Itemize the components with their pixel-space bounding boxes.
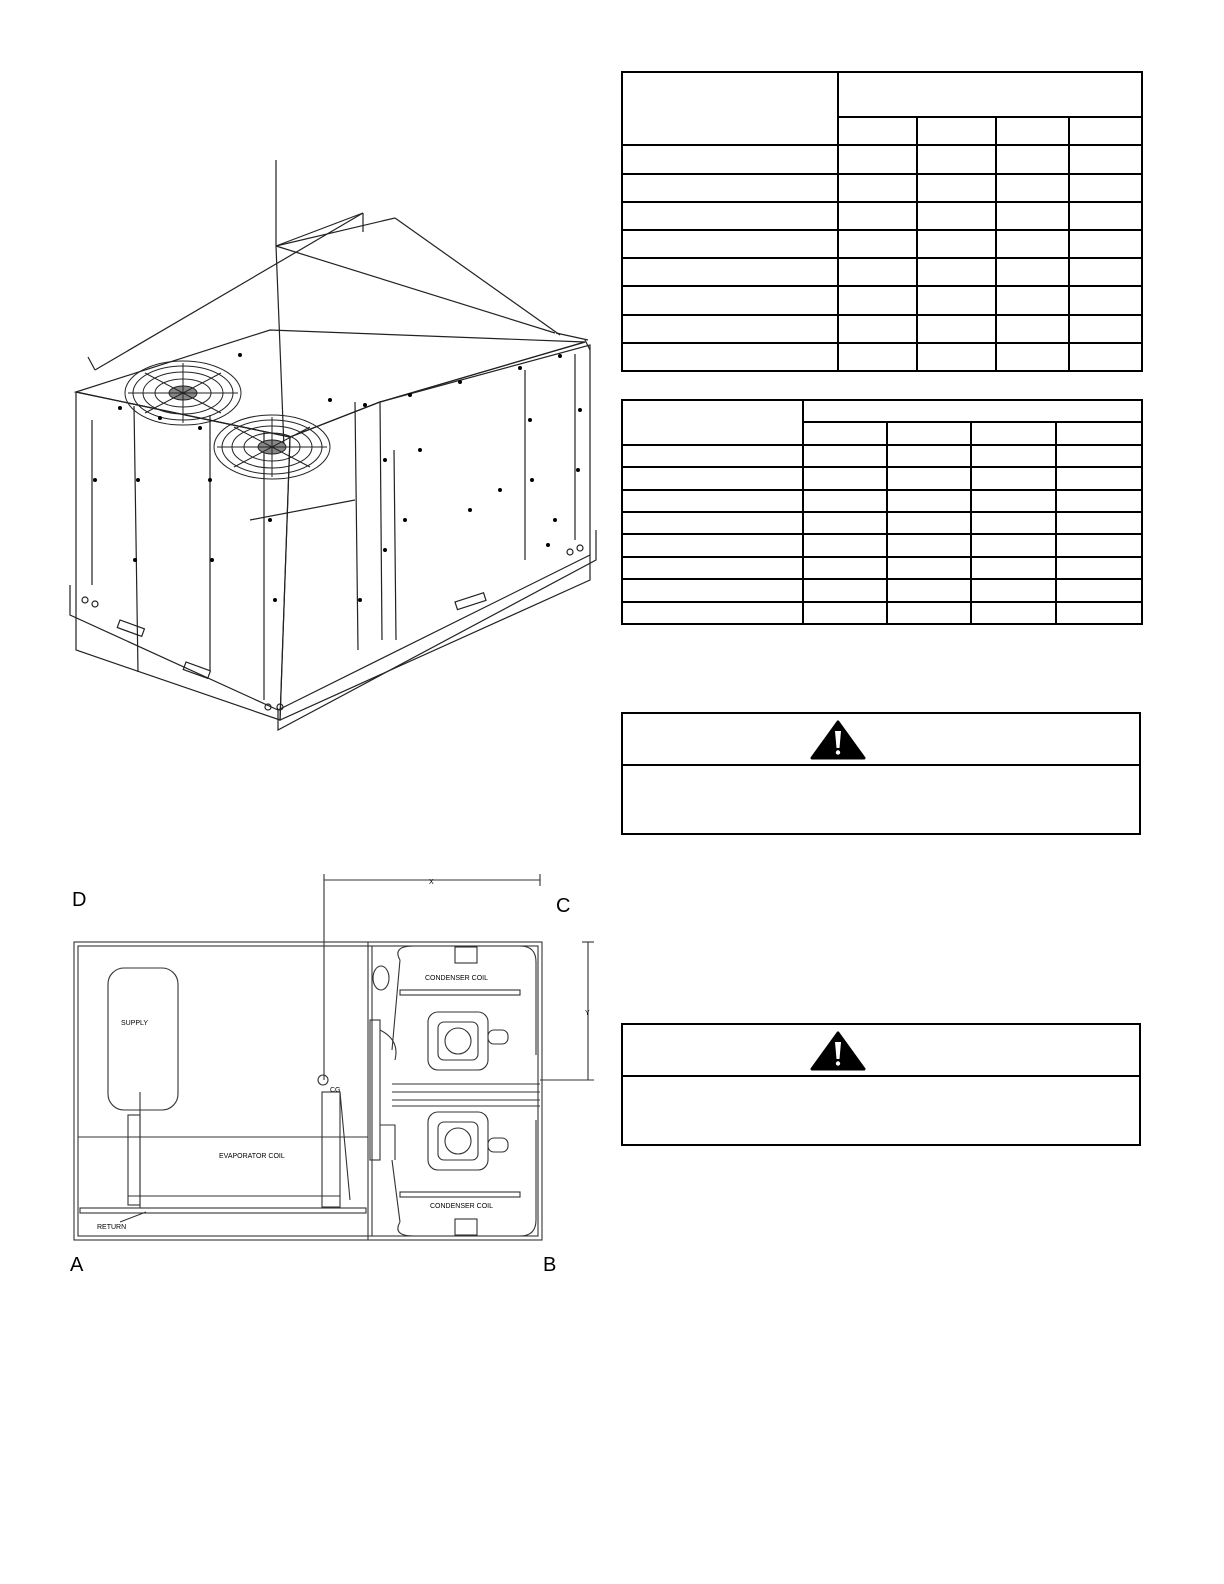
table-header-cell [838, 117, 917, 145]
table-header-cell [996, 117, 1069, 145]
table-header-cell [1056, 422, 1142, 444]
corner-label-c: C [556, 895, 571, 917]
unit-isometric-drawing [60, 150, 600, 740]
warning-header [623, 714, 1139, 766]
table-row [622, 315, 1142, 343]
table-row [622, 557, 1142, 579]
corner-label-b: B [543, 1254, 557, 1276]
dimension-x-label: X [429, 879, 434, 886]
corner-label-a: A [70, 1254, 84, 1276]
evaporator-coil-label: EVAPORATOR COIL [219, 1153, 285, 1160]
condenser-coil-top-label: CONDENSER COIL [425, 975, 489, 982]
warning-triangle-icon [810, 720, 866, 760]
table-header-cell [803, 400, 1142, 422]
condenser-coil-bottom-label: CONDENSER COIL [430, 1203, 494, 1210]
condenser-fan-icon [125, 361, 241, 425]
table-header-cell [622, 72, 838, 145]
table-row [622, 534, 1142, 556]
warning-triangle-icon [810, 1031, 866, 1071]
unit-plan-view-drawing [60, 870, 600, 1250]
supply-label: SUPPLY [121, 1020, 149, 1027]
table-row [622, 230, 1142, 258]
table-row [622, 258, 1142, 286]
table-header-cell [838, 72, 1142, 117]
table-row [622, 490, 1142, 512]
table-row [622, 202, 1142, 230]
dimension-y-label: Y [585, 1010, 590, 1017]
table-row [622, 579, 1142, 601]
table-1 [621, 71, 1143, 372]
warning-header [623, 1025, 1139, 1077]
return-label: RETURN [97, 1224, 127, 1231]
table-header-cell [622, 400, 803, 445]
table-row [622, 145, 1142, 173]
table-header-cell [1069, 117, 1142, 145]
table-row [622, 512, 1142, 534]
table-row [622, 467, 1142, 489]
table-row [622, 445, 1142, 467]
table-header-cell [887, 422, 971, 444]
table-2 [621, 399, 1143, 625]
table-row [622, 286, 1142, 314]
table-row [622, 343, 1142, 371]
table-row [622, 174, 1142, 202]
corner-label-d: D [72, 889, 87, 911]
table-header-cell [917, 117, 996, 145]
table-row [622, 602, 1142, 624]
condenser-fan-icon [214, 415, 330, 479]
cg-label: CG [330, 1087, 341, 1094]
table-header-cell [971, 422, 1056, 444]
table-header-cell [803, 422, 887, 444]
warning-box-2 [621, 1023, 1141, 1146]
warning-box-1 [621, 712, 1141, 835]
